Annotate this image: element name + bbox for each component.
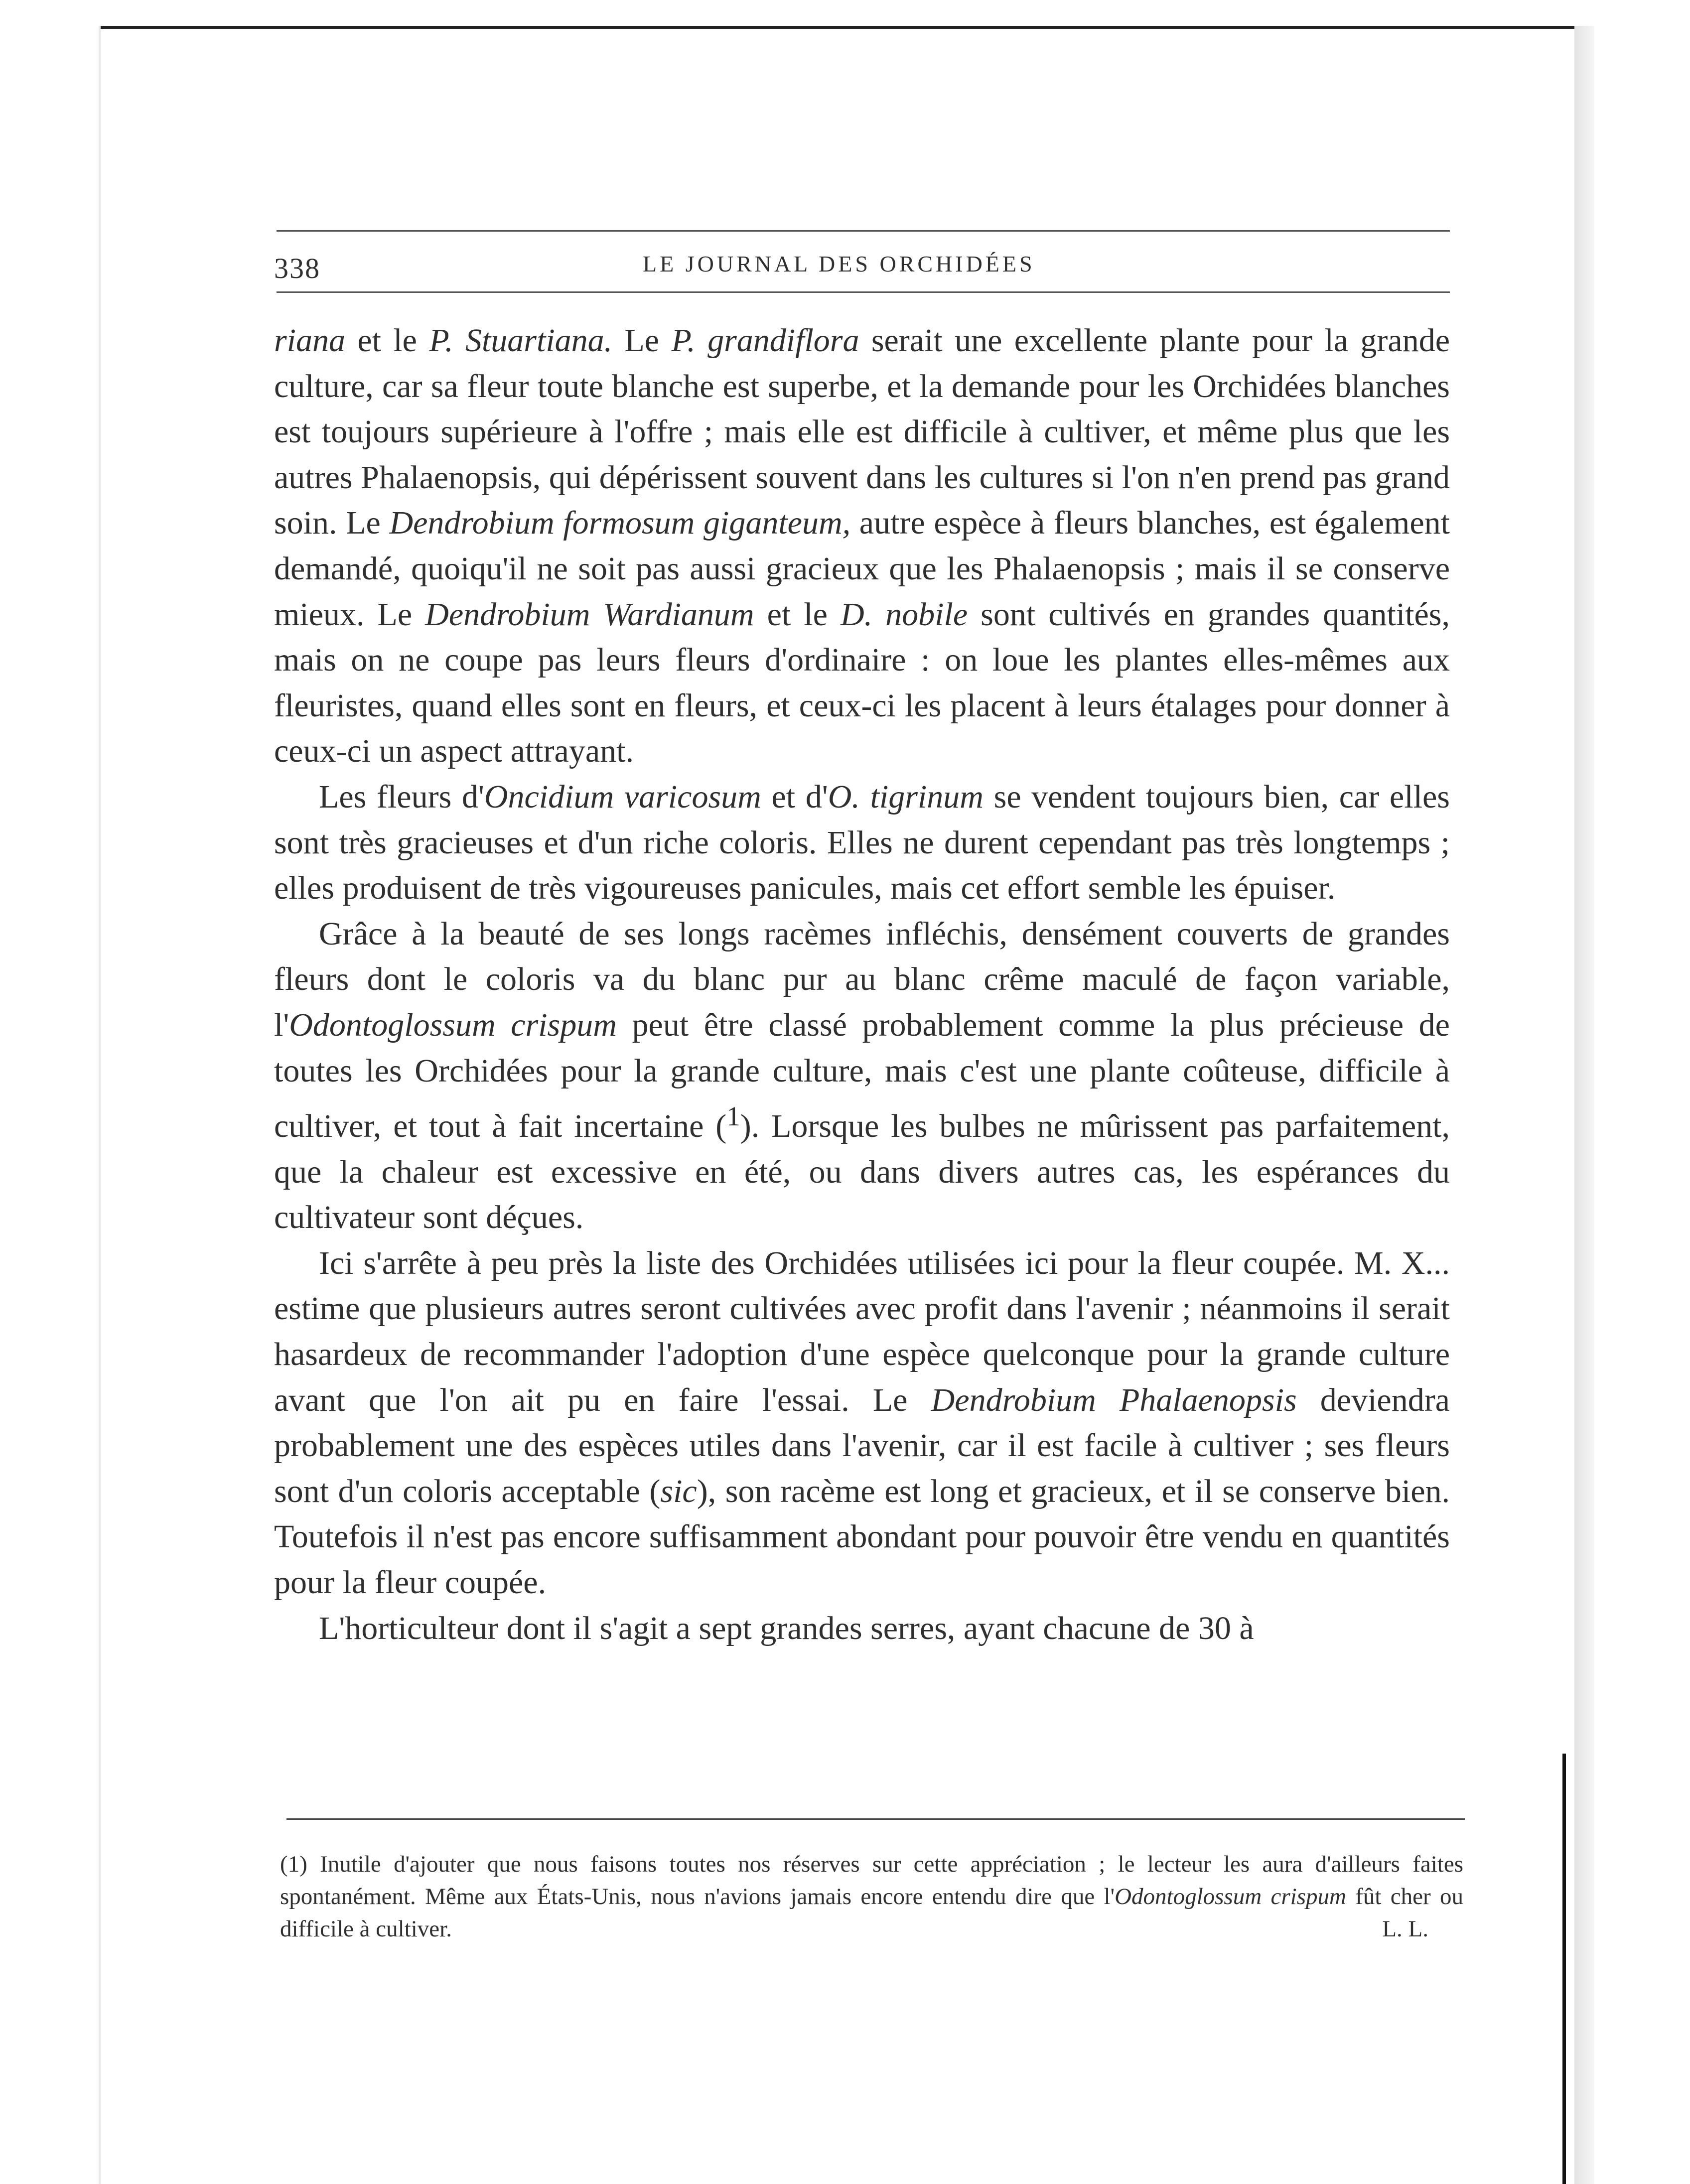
text-run: O. tigrinum <box>828 778 984 815</box>
text-run: P. grandiflora <box>671 322 859 359</box>
text-run: Les fleurs d' <box>319 778 484 815</box>
header-rule-top <box>277 230 1450 232</box>
text-run: peut être classé probablement comme la plus précieuse de toutes les Orchidées pour la grande culture, mais c'est une plante coûteuse, difficile à cultiver, et tout à fait incertaine ( <box>274 1006 1450 1145</box>
text-run: sont cultivés en grandes quantités, mais on ne coupe pas leurs fleurs d'ordinaire : on loue les plantes elles-mêmes aux fleuristes, quand elles sont en fleurs, et ceux-ci les placent à leurs étalages pour donner à ceux-ci un aspect attrayant. <box>274 596 1450 770</box>
paragraph-3 <box>274 911 1450 1240</box>
text-run: Le <box>612 322 672 359</box>
text-run: deviendra probablement une des espèces utiles dans l'avenir, car il est facile à cultiver ; ses fleurs sont d'un coloris acceptable ( <box>274 1381 1450 1509</box>
text-run: Grâce à la beauté de ses longs racèmes infléchis, densément couverts de grandes fleurs dont le coloris va du blanc pur au blanc crême maculé de façon variable, l' <box>274 915 1450 1043</box>
text-run: L'horticulteur dont il s'agit a sept grandes serres, ayant chacune de 30 à <box>319 1610 1254 1646</box>
footnote <box>280 1848 1463 1945</box>
page-number: 338 <box>274 252 320 284</box>
scan-border-top <box>100 26 1574 29</box>
text-run: Oncidium varicosum <box>484 778 761 815</box>
text-run: et d' <box>761 778 828 815</box>
text-run: Dendrobium formosum giganteum, <box>389 505 851 542</box>
text-run: (1) Inutile d'ajouter que nous faisons toutes nos réserves sur cette appréciation ; le lecteur les aura d'ailleurs faites spontanément. Même aux États-Unis, nous n'avions jamais encore entendu dire que l' <box>280 1851 1463 1910</box>
paragraph-1 <box>274 318 1450 774</box>
scan-shadow-right <box>1562 1754 1566 2184</box>
text-run: et le <box>754 596 841 633</box>
text-run: Odontoglossum crispum <box>289 1006 617 1043</box>
text-run: fût cher ou difficile à cultiver. <box>280 1884 1463 1942</box>
header-rule-bottom <box>277 291 1450 293</box>
text-run: sic <box>660 1473 697 1509</box>
text-run: autre espèce à fleurs blanches, est également demandé, quoiqu'il ne soit pas aussi gracieux que les Phalaenopsis ; mais il se conserve mieux. Le <box>274 505 1450 633</box>
text-run: D. nobile <box>840 596 968 633</box>
scan-border-right <box>1574 26 1594 2184</box>
text-run: serait une excellente plante pour la grande culture, car sa fleur toute blanche est superbe, et la demande pour les Orchidées blanches est toujours supérieure à l'offre ; mais elle est difficile à cultiver, et même plus que les autres Phalaenopsis, qui dépérissent souvent dans les cultures si l'on n'en prend pas grand soin. Le <box>274 322 1450 542</box>
text-run: ), son racème est long et gracieux, et il se conserve bien. Toutefois il n'est pas encore suffisamment abondant pour pouvoir être vendu en quantités pour la fleur coupée. <box>274 1473 1450 1601</box>
text-run: P. Stuartiana. <box>429 322 613 359</box>
text-run: Dendrobium Wardianum <box>425 596 754 633</box>
body-text <box>274 318 1450 1651</box>
running-title: LE JOURNAL DES ORCHIDÉES <box>643 251 1035 276</box>
text-run: Odontoglossum crispum <box>1115 1884 1346 1910</box>
paragraph-2 <box>274 774 1450 911</box>
footnote-signature: L. L. <box>1382 1916 1428 1942</box>
footnote-rule <box>286 1818 1465 1820</box>
text-run: se vendent toujours bien, car elles sont très gracieuses et d'un riche coloris. Elles ne durent cependant pas très longtemps ; elles produisent de très vigoureuses panicules, mais cet effort semble les épuiser. <box>274 778 1450 907</box>
text-run: Dendrobium Phalaenopsis <box>931 1381 1297 1418</box>
scan-border-left <box>99 26 101 2184</box>
paragraph-5 <box>274 1606 1450 1651</box>
text-run: riana <box>274 322 346 359</box>
text-run: ). Lorsque les bulbes ne mûrissent pas parfaitement, que la chaleur est excessive en été, ou dans divers autres cas, les espérances du cultivateur sont déçues. <box>274 1108 1450 1236</box>
text-run: Ici s'arrête à peu près la liste des Orchidées utilisées ici pour la fleur coupée. M. X... estime que plusieurs autres seront cultivées avec profit dans l'avenir ; néanmoins il serait hasardeux de recommander l'adoption d'une espèce quelconque pour la grande culture avant que l'on ait pu en faire l'essai. Le <box>274 1244 1450 1418</box>
paragraph-4 <box>274 1240 1450 1606</box>
text-run: et le <box>345 322 429 359</box>
footnote-ref: 1 <box>726 1101 740 1132</box>
